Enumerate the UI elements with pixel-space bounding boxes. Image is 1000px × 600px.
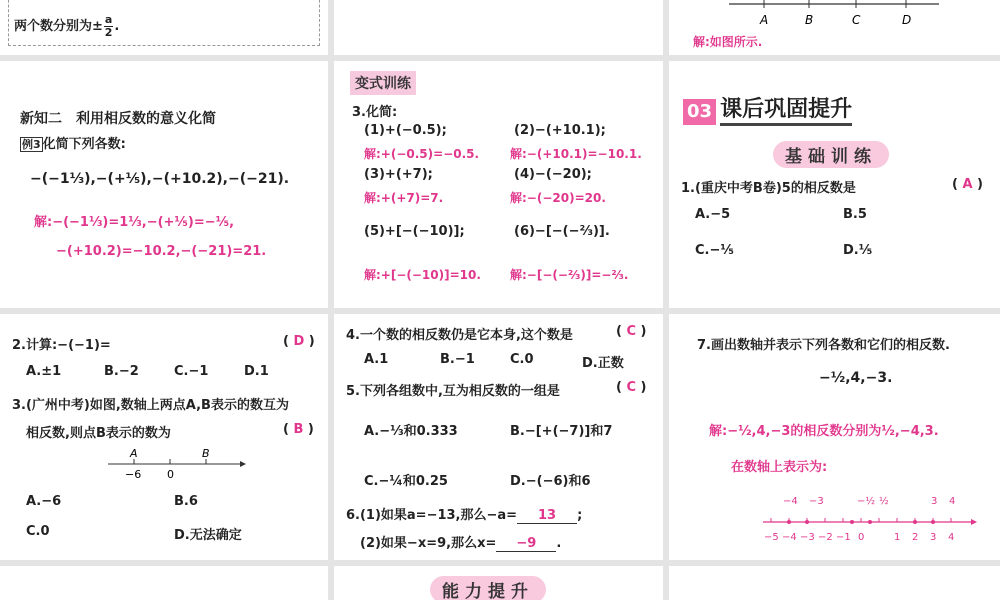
- item-5-answer: 解:+[−(−10)]=10.: [364, 268, 481, 282]
- top-label-minus-half: −½: [857, 496, 876, 507]
- q3-option-d: D.无法确定: [174, 528, 242, 543]
- axis-2: 2: [912, 532, 919, 543]
- item-2-answer: 解:−(+10.1)=−10.1.: [510, 147, 642, 161]
- point-a: A: [130, 448, 138, 460]
- top-label-minus3: −3: [809, 496, 824, 507]
- q7-text: 7.画出数轴并表示下列各数和它们的相反数.: [697, 338, 950, 353]
- q1-option-c: C.−⅕: [695, 243, 734, 258]
- panel-top-middle: [334, 0, 663, 55]
- q6-answer-2: −9: [496, 536, 556, 552]
- q4-answer-paren: ( C ): [616, 324, 647, 339]
- item-3-answer: 解:+(+7)=7.: [364, 191, 444, 205]
- p1-label: 两个数分别为±: [14, 19, 103, 34]
- item-3: (3)+(+7);: [364, 167, 433, 182]
- item-1-answer: 解:+(−0.5)=−0.5.: [364, 147, 480, 161]
- axis-0: 0: [858, 532, 865, 543]
- q1-text: 1.(重庆中考B卷)5的相反数是: [681, 181, 856, 196]
- panel-top-right: [669, 0, 1000, 55]
- item-2: (2)−(+10.1);: [514, 123, 606, 138]
- q5-option-b: B.−[+(−7)]和7: [510, 424, 613, 439]
- tick-a: A: [760, 13, 769, 27]
- panel-bottom-right: [669, 566, 1000, 600]
- section-heading: [683, 97, 852, 126]
- q5-option-d: D.−(−6)和6: [510, 474, 591, 489]
- q5-option-c: C.−¼和0.25: [364, 474, 448, 489]
- ability-pill: 能力提升: [430, 576, 546, 600]
- q3-number-line: [100, 448, 300, 488]
- q5-text: 5.下列各组数中,互为相反数的一组是: [346, 384, 560, 399]
- panel-top-left: [0, 0, 328, 55]
- axis-minus3: −3: [800, 532, 815, 543]
- q2-option-d: D.1: [244, 364, 269, 379]
- q3-option-b: B.6: [174, 494, 198, 509]
- tick-c: C: [852, 13, 861, 27]
- panel-q2-q3: [0, 314, 328, 560]
- number-line-abcd: [669, 0, 1000, 30]
- basic-training-pill: 基础训练: [773, 141, 889, 168]
- axis-3: 3: [930, 532, 937, 543]
- q4-option-b: B.−1: [440, 352, 475, 367]
- item-6: (6)−[−(−⅔)].: [514, 224, 610, 239]
- q1-option-d: D.⅕: [843, 243, 873, 258]
- q1-option-a: A.−5: [695, 207, 731, 222]
- top-label-3: 3: [931, 496, 938, 507]
- q7-solution: 解:−½,4,−3的相反数分别为½,−4,3.: [709, 424, 939, 439]
- top-label-4: 4: [949, 496, 956, 507]
- item-1: (1)+(−0.5);: [364, 123, 447, 138]
- axis-minus4: −4: [782, 532, 797, 543]
- example-line: [20, 133, 126, 152]
- q6-part-1: 6.(1)如果a=−13,那么−a= 13 ;: [346, 508, 583, 523]
- p3-solution: 解:如图所示.: [693, 35, 763, 49]
- q3-text-1: 3.(广州中考)如图,数轴上两点A,B表示的数互为: [12, 398, 289, 413]
- section-heading-text: 课后巩固提升: [720, 97, 852, 126]
- top-label-half: ½: [879, 496, 889, 507]
- q2-answer-paren: ( D ): [283, 334, 315, 349]
- point-b: B: [202, 448, 210, 460]
- q4-option-d: D.正数: [582, 356, 624, 371]
- panel-bottom-middle: [334, 566, 663, 600]
- q5-answer-paren: ( C ): [616, 380, 647, 395]
- section-number: 03: [683, 99, 716, 125]
- example-solution-1: 解:−(−1⅓)=1⅓,−(+⅕)=−⅕,: [34, 215, 235, 230]
- q7-solution-2: 在数轴上表示为:: [731, 460, 828, 475]
- frac-a-over-2: $\frac{a}{2}$: [104, 13, 113, 39]
- label-minus-six: −6: [125, 468, 142, 481]
- panel-consolidation: [669, 61, 1000, 308]
- q4-option-a: A.1: [364, 352, 389, 367]
- axis-minus1: −1: [836, 532, 851, 543]
- tick-b: B: [805, 13, 814, 27]
- q1-option-b: B.5: [843, 207, 867, 222]
- q7-number-line: [761, 484, 991, 550]
- panel-variant-training: [334, 61, 663, 308]
- panel-q4-q6: [334, 314, 663, 560]
- p1-text: 两个数分别为± $\frac{a}{2}$ .: [14, 13, 120, 39]
- q3-text-2: 相反数,则点B表示的数为: [26, 426, 171, 441]
- q2-option-b: B.−2: [104, 364, 139, 379]
- q7-numbers: −½,4,−3.: [819, 370, 893, 386]
- q1-answer-paren: ( A ): [952, 177, 983, 192]
- q3-answer-paren: ( B ): [283, 422, 314, 437]
- q3-option-c: C.0: [26, 524, 50, 539]
- q3-label: 3.化简:: [352, 105, 398, 120]
- axis-minus5: −5: [764, 532, 779, 543]
- q4-option-c: C.0: [510, 352, 534, 367]
- example-expression: −(−1⅓),−(+⅕),−(+10.2),−(−21).: [30, 171, 290, 187]
- item-5: (5)+[−(−10)];: [364, 224, 465, 239]
- q2-option-c: C.−1: [174, 364, 209, 379]
- panel-bottom-left: [0, 566, 328, 600]
- top-label-minus4: −4: [783, 496, 798, 507]
- axis-4: 4: [948, 532, 955, 543]
- q6-part-2: (2)如果−x=9,那么x= −9 .: [360, 536, 562, 551]
- q2-option-a: A.±1: [26, 364, 62, 379]
- q2-text: 2.计算:−(−1)=: [12, 338, 111, 353]
- q3-option-a: A.−6: [26, 494, 62, 509]
- variant-tag: 变式训练: [350, 71, 416, 95]
- panel-q7: [669, 314, 1000, 560]
- example-text: 化简下列各数:: [42, 137, 126, 152]
- axis-minus2: −2: [818, 532, 833, 543]
- item-4-answer: 解:−(−20)=20.: [510, 191, 606, 205]
- q6-answer-1: 13: [517, 508, 577, 524]
- item-4: (4)−(−20);: [514, 167, 592, 182]
- item-6-answer: 解:−[−(−⅔)]=−⅔.: [510, 268, 629, 282]
- example-tag: 例3: [22, 138, 41, 151]
- axis-1: 1: [894, 532, 901, 543]
- q4-text: 4.一个数的相反数仍是它本身,这个数是: [346, 328, 573, 343]
- panel-knowledge-two: [0, 61, 328, 308]
- q5-option-a: A.−⅓和0.333: [364, 424, 458, 439]
- tick-d: D: [902, 13, 912, 27]
- section-title: 新知二 利用相反数的意义化简: [20, 111, 216, 127]
- example-solution-2: −(+10.2)=−10.2,−(−21)=21.: [56, 244, 267, 259]
- label-zero: 0: [167, 468, 174, 481]
